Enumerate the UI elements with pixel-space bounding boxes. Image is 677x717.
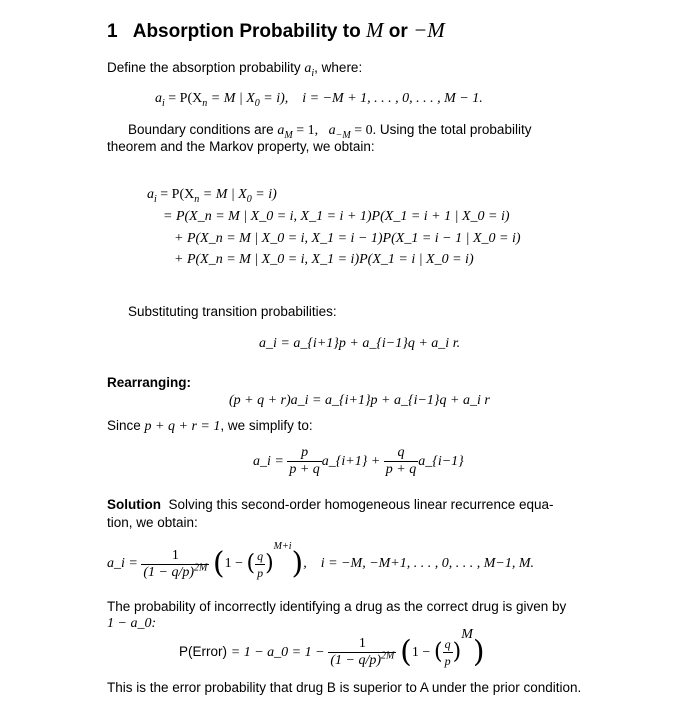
error-one-minus: 1 −	[411, 645, 431, 660]
since-num2: q	[384, 445, 418, 462]
solution-line-1	[107, 496, 554, 514]
since-tail: , we simplify to:	[220, 418, 313, 433]
eq1-rhs: = P(X	[168, 91, 203, 106]
boundary-anegm: a	[328, 123, 336, 138]
eq1-range: i = −M + 1, . . . , 0, . . . , M − 1.	[302, 91, 483, 106]
solution-p: p	[257, 565, 264, 580]
eq1-rhs-sub: n	[202, 97, 208, 109]
solution-lhs: a_i =	[107, 556, 138, 572]
section-title-prefix: Absorption Probability to	[132, 21, 361, 42]
boundary-text: Boundary conditions are	[128, 122, 274, 137]
eq1-lhs: a	[155, 91, 162, 106]
error-line-1: The probability of incorrectly identifying a drug as the correct drug is given by	[107, 599, 567, 614]
boundary-am-sub: M	[284, 129, 293, 141]
simplified-equation	[253, 444, 464, 480]
solution-one-minus: 1 −	[224, 556, 243, 572]
deriv-l1-n: n	[194, 193, 200, 205]
boundary-anegm-sub: −M	[335, 129, 351, 141]
eq1-lhs-sub: i	[162, 97, 165, 109]
since-den1: p + q	[289, 462, 320, 478]
error-line-2: 1 − a_0:	[107, 616, 157, 631]
error-frac-den	[328, 650, 396, 669]
boundary-am: a	[277, 123, 285, 138]
since-term1: a_{i+1} +	[321, 454, 381, 469]
intro-var-sub: i	[311, 67, 315, 79]
deriv-l1-sub: i	[154, 193, 157, 205]
error-frac-den-exp: 2M	[381, 650, 395, 662]
since-num1: p	[287, 445, 321, 462]
solution-frac-den-exp: 2M	[194, 561, 208, 573]
since-text: Since	[107, 418, 141, 433]
error-frac-den-base: (1 − q/p)	[330, 652, 381, 668]
since-term2: a_{i−1}	[418, 454, 464, 469]
derivation-line-4: + P(X_n = M | X_0 = i, X_1 = i)P(X_1 = i | X_0 = i)	[174, 252, 474, 267]
solution-equation: a_i = $\frac{1}{(1 - q/p)^{2M}}$ (1 − ( $\frac{q}{p}$ )$^{M+i}$), i = −M, −M+1, . . . , 0, . . . , M−1, M.	[107, 541, 535, 581]
derivation-line-1	[147, 186, 277, 204]
solution-frac-num: 1	[141, 548, 209, 565]
section-heading	[107, 18, 445, 43]
solution-label: Solution	[107, 497, 161, 512]
deriv-l1-a: a	[147, 187, 154, 202]
solution-exp: M+i	[273, 541, 292, 553]
since-cond: p + q + r = 1	[144, 419, 221, 434]
eq1-rhs-end: = i),	[263, 91, 289, 106]
deriv-l1-end: = M | X	[202, 187, 247, 202]
solution-frac-den-base: (1 − q/p)	[143, 564, 195, 580]
rearranging-equation: (p + q + r)a_i = a_{i+1}p + a_{i−1}q + a_i r	[229, 393, 490, 408]
intro-text-after: , where:	[314, 60, 363, 75]
boundary-line-2: theorem and the Markov property, we obtain:	[107, 139, 375, 154]
substituting-text: Substituting transition probabilities:	[128, 304, 337, 319]
solution-range: i = −M, −M+1, . . . , 0, . . . , M−1, M.	[320, 556, 535, 572]
error-eq-mid: = 1 − a_0 = 1 −	[230, 645, 325, 660]
derivation-line-2: = P(X_n = M | X_0 = i, X_1 = i + 1)P(X_1 = i + 1 | X_0 = i)	[163, 209, 510, 224]
error-p: p	[444, 653, 451, 668]
deriv-l1-tail: = i)	[255, 187, 277, 202]
since-den2: p + q	[385, 462, 417, 478]
section-title-negm: −M	[413, 18, 445, 42]
boundary-tail: Using the total probability	[379, 122, 532, 137]
error-equation: P(Error) = 1 − a_0 = 1 − $\frac{1}{(1 - q/p)^{2M}}$ (1 − ( $\frac{q}{p}$ )$^M$)	[179, 627, 485, 670]
eq1-rhs-rest: = M | X	[210, 91, 255, 106]
error-label: P(Error)	[179, 644, 227, 659]
intro-paragraph	[107, 59, 362, 78]
rearranging-label: Rearranging:	[107, 375, 192, 390]
error-qp-frac	[443, 636, 453, 669]
derivation-line-3: + P(X_n = M | X_0 = i, X_1 = i − 1)P(X_1 = i − 1 | X_0 = i)	[174, 231, 521, 246]
solution-frac-den	[141, 561, 209, 581]
since-frac-1	[287, 445, 321, 478]
boundary-eq1: = 1,	[296, 123, 319, 138]
solution-line-2: tion, we obtain:	[107, 515, 198, 530]
error-frac-num: 1	[328, 636, 396, 653]
solution-text-1: Solving this second-order homogeneous linear recurrence equa-	[168, 497, 554, 512]
boundary-eq0: = 0.	[354, 123, 377, 138]
deriv-l1-rest: = P(X	[160, 187, 195, 202]
since-lhs: a_i =	[253, 454, 284, 469]
eq1-rhs-sub2: 0	[254, 97, 260, 109]
section-number: 1	[107, 21, 118, 42]
error-exp: M	[461, 627, 473, 642]
since-line	[107, 417, 313, 436]
conclusion-text: This is the error probability that drug B is superior to A under the prior condition.	[107, 680, 582, 695]
solution-q: q	[257, 548, 264, 563]
substituting-equation: a_i = a_{i+1}p + a_{i−1}q + a_i r.	[259, 336, 461, 351]
solution-qp-frac	[255, 548, 265, 581]
error-q: q	[444, 636, 451, 651]
intro-var: a	[304, 61, 312, 76]
deriv-l1-0: 0	[246, 193, 252, 205]
section-title-m: M	[366, 18, 384, 42]
section-title-or: or	[388, 21, 408, 42]
intro-text: Define the absorption probability	[107, 60, 301, 75]
equation-definition	[155, 90, 483, 108]
solution-frac	[141, 548, 209, 581]
since-frac-2	[384, 445, 418, 478]
error-frac	[328, 636, 396, 669]
